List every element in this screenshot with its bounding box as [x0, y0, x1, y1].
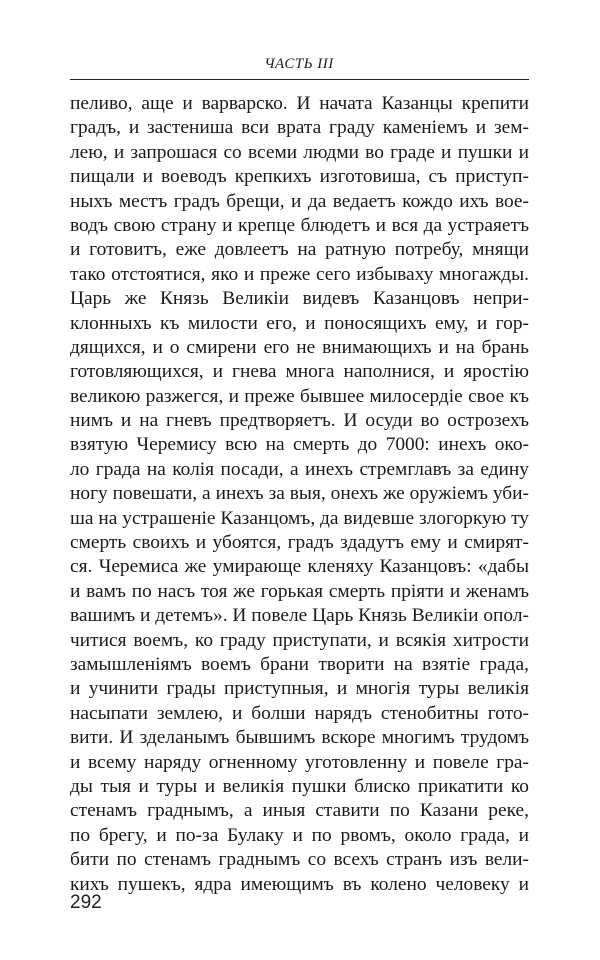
- text-line: смерть своихъ и убоятся, градъ здадутъ ему и смирят-: [70, 532, 529, 554]
- text-line: кихъ пушекъ, ядра имеющимъ въ колено человеку и: [70, 873, 529, 895]
- text-line: нимъ и на гневъ предтворяетъ. И осуди во острозехъ: [70, 410, 529, 432]
- text-line: ша на устрашеніе Казанцомъ, да видевше злогоркую ту: [70, 507, 529, 529]
- text-line: вити. И зделанымъ бывшимъ вскоре многимъ трудомъ: [70, 727, 529, 749]
- text-line: бити по стенамъ граднымъ со всехъ странъ изъ вели-: [70, 849, 529, 871]
- text-line: тако отстоятися, яко и преже сего избываху многажды.: [70, 263, 529, 285]
- text-line: готовляющихся, и гнева многа наполнися, и яростію: [70, 361, 529, 383]
- text-line: взятую Черемису всю на смерть до 7000: инехъ око-: [70, 434, 529, 456]
- text-line: пищали и воеводъ крепкихъ изготовиша, съ приступ-: [70, 166, 529, 188]
- body-text: [70, 92, 529, 897]
- text-line: Царь же Князь Великiи видевъ Казанцовъ непри-: [70, 288, 529, 310]
- text-line: ногу повешати, а инехъ за выя, онехъ же оружіемъ уби-: [70, 483, 529, 505]
- text-line: дящихся, и о смирени его не внимающихъ и на брань: [70, 336, 529, 358]
- text-line: и всему наряду огненному уготовленну и повеле гра-: [70, 751, 529, 773]
- text-line: вашимъ и детемъ». И повеле Царь Князь Великiи опол-: [70, 605, 529, 627]
- text-line: ся. Черемиса же умирающе кленяху Казанцовъ: «дабы: [70, 556, 529, 578]
- text-line: замышленіямъ воемъ брани творити на взятіе града,: [70, 653, 529, 675]
- header-rule: [70, 79, 529, 80]
- text-line: и готовитъ, еже довлеетъ на ратную потребу, мнящи: [70, 239, 529, 261]
- text-line: лею, и запрошася со всеми людми во граде и пушки и: [70, 141, 529, 163]
- text-line: градъ, и застениша вси врата граду каменіемъ и зем-: [70, 117, 529, 139]
- page-number: 292: [70, 892, 102, 913]
- text-line: клонныхъ къ милости его, и поносящихъ ему, и гор-: [70, 312, 529, 334]
- text-line: насыпати землею, и болши нарядъ стенобитны гото-: [70, 702, 529, 724]
- text-line: ло града на колія посади, а инехъ стремглавъ за едину: [70, 458, 529, 480]
- text-line: великою разжегся, и преже бывшее милосердіе свое къ: [70, 385, 529, 407]
- text-line: по брегу, и по-за Булаку и по рвомъ, около града, и: [70, 824, 529, 846]
- text-line: и вамъ по насъ тоя же горькая смерть пріяти и женамъ: [70, 580, 529, 602]
- text-line: пеливо, аще и варварско. И начата Казанцы крепити: [70, 93, 529, 114]
- text-line: ды тыя и туры и великія пушки блиско прикатити ко: [70, 775, 529, 797]
- text-line: стенамъ граднымъ, а иныя ставити по Казани реке,: [70, 800, 529, 822]
- text-line: водъ свою страну и крепце блюдетъ и вся да устраяетъ: [70, 214, 529, 236]
- text-line: ныхъ местъ градъ брещи, и да ведаетъ кождо ихъ вое-: [70, 190, 529, 212]
- text-line: и учинити грады приступныя, и многія туры великія: [70, 678, 529, 700]
- text-line: читися воемъ, ко граду приступати, и всякія хитрости: [70, 629, 529, 651]
- running-head: ЧАСТЬ III: [264, 56, 334, 72]
